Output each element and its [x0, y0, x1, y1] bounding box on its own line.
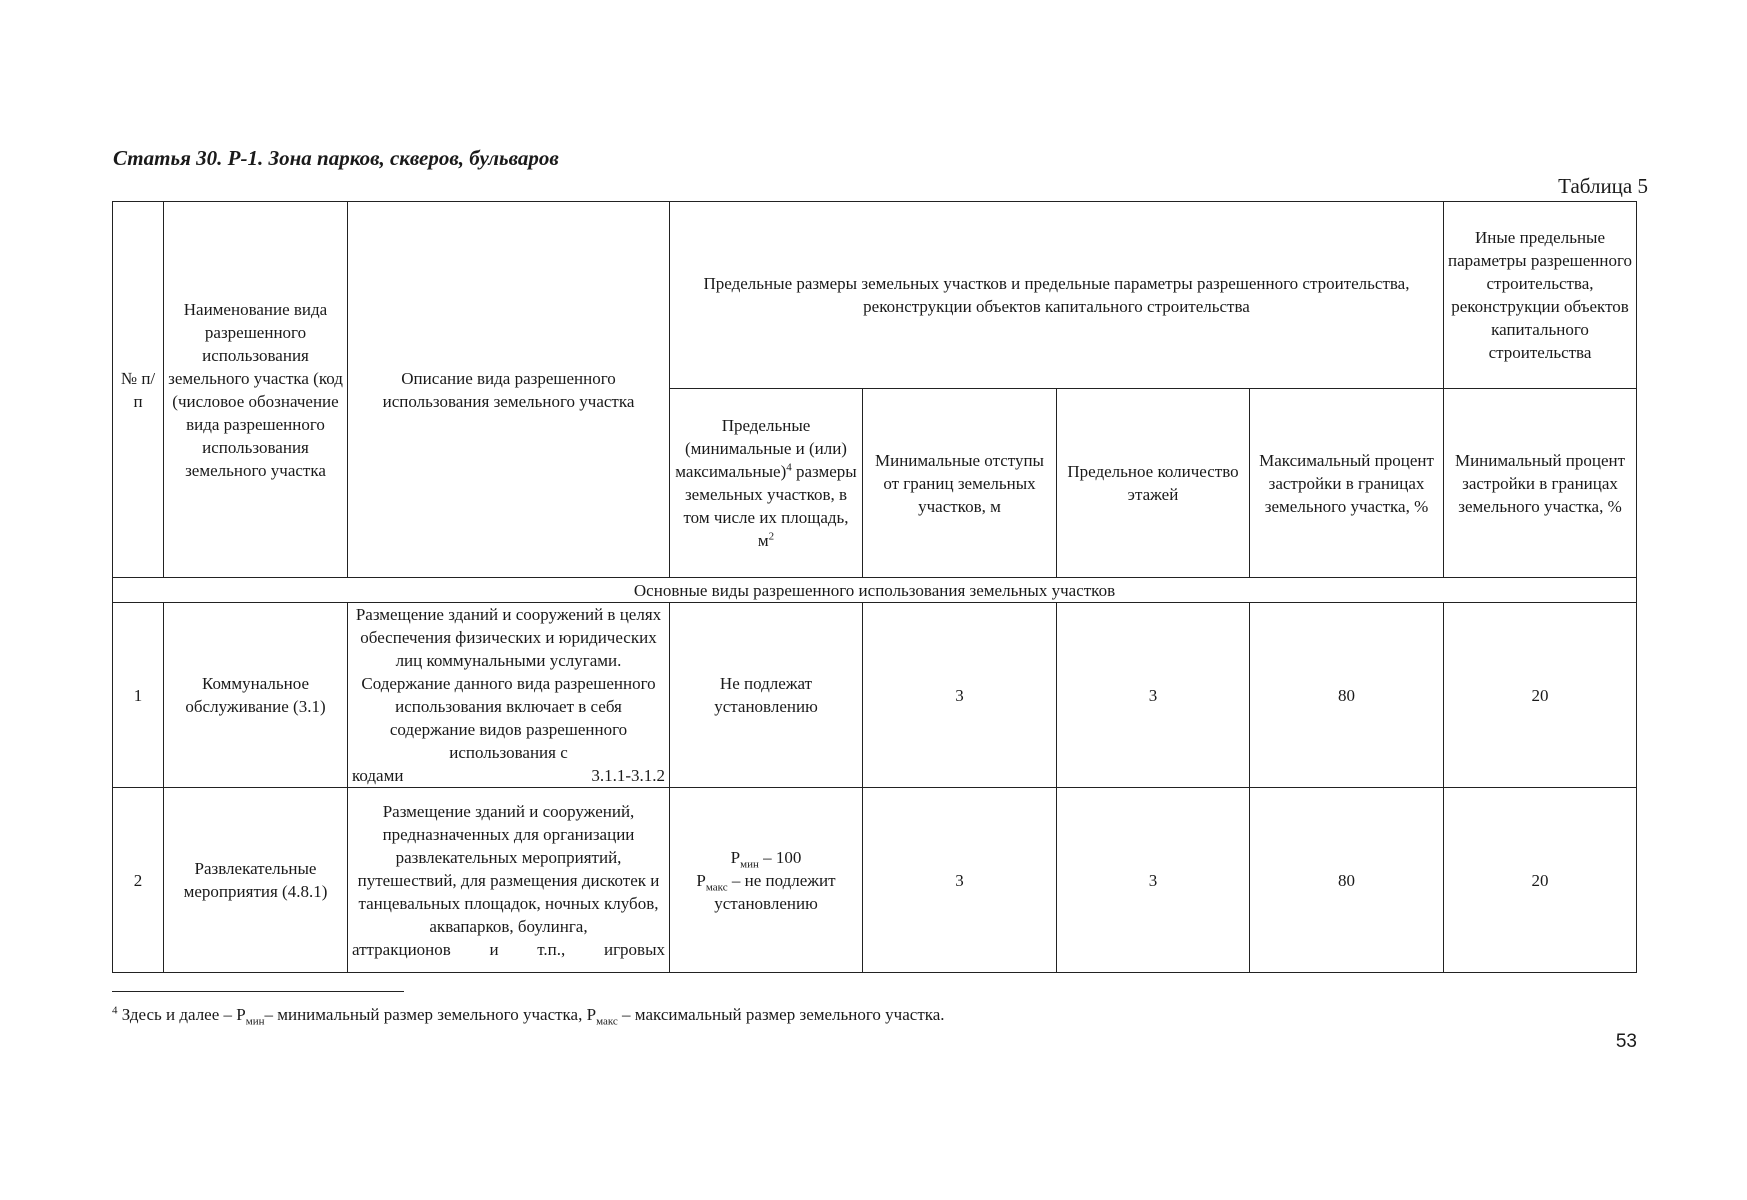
row-floors: 3: [1057, 788, 1250, 973]
footnote-text-3: – максимальный размер земельного участка.: [617, 1005, 945, 1024]
header-floors: Предельное количество этажей: [1057, 389, 1250, 578]
table-row: [113, 603, 1637, 788]
row-num: 2: [113, 788, 164, 973]
p-symbol: Р: [730, 847, 741, 867]
header-size-sup2: 2: [768, 530, 775, 543]
row-min-pct: 20: [1444, 788, 1637, 973]
header-limits-group: Предельные размеры земельных участков и предельные параметры разрешенного строительства, реконструкции объектов капитального строительства: [670, 202, 1444, 389]
page-number: 53: [1615, 1031, 1637, 1052]
row-size: [670, 788, 863, 973]
footnote-mark: 4: [112, 1004, 118, 1017]
header-row-1: [113, 202, 1637, 389]
row-floors: 3: [1057, 603, 1250, 788]
row-desc: [348, 788, 670, 973]
header-other-group: Иные предельные параметры разрешенного строительства, реконструкции объектов капитального строительства: [1444, 202, 1637, 389]
table-label: Таблица 5: [1558, 174, 1648, 198]
footnote-sub-2: макс: [596, 1015, 618, 1028]
row-setback: 3: [863, 603, 1057, 788]
row-desc-text: Размещение зданий и сооружений в целях обеспечения физических и юридических лиц коммунальными услугами. Содержание данного вида разрешенного использования включает в себя содержание видов разрешенного использования с: [355, 605, 662, 762]
p-max-value: – не подлежит установлению: [714, 870, 836, 913]
p-max-sub: макс: [705, 880, 728, 893]
row-name: Развлекательные мероприятия (4.8.1): [164, 788, 348, 973]
p-symbol: Р: [696, 870, 706, 890]
section-row: [113, 578, 1637, 603]
footnote-text-2: – минимальный размер земельного участка, Р: [264, 1005, 597, 1024]
row-max-pct: 80: [1250, 603, 1444, 788]
row-max-pct: 80: [1250, 788, 1444, 973]
zoning-table: [112, 201, 1637, 973]
row-size-max: [674, 869, 858, 915]
header-size-text2: размеры земельных участков, в том числе их площадь, м: [683, 462, 857, 550]
header-size-text: Предельные (минимальные и (или) максимальные): [675, 416, 847, 481]
row-num: 1: [113, 603, 164, 788]
row-name: Коммунальное обслуживание (3.1): [164, 603, 348, 788]
header-setback: Минимальные отступы от границ земельных участков, м: [863, 389, 1057, 578]
footnote-text-1: Здесь и далее – Р: [117, 1005, 246, 1024]
row-size: Не подлежат установлению: [670, 603, 863, 788]
row-desc: [348, 603, 670, 788]
row-desc-last: кодами 3.1.1-3.1.2: [352, 766, 665, 785]
footnote: [112, 1004, 945, 1028]
section-title: Основные виды разрешенного использования земельных участков: [113, 578, 1637, 603]
header-min-pct: Минимальный процент застройки в границах земельного участка, %: [1444, 389, 1637, 578]
row-setback: 3: [863, 788, 1057, 973]
row-desc-last: аттракционов и т.п., игровых: [352, 939, 665, 959]
p-min-sub: мин: [740, 857, 759, 870]
p-min-value: – 100: [758, 847, 802, 867]
header-size: [670, 389, 863, 578]
header-max-pct: Максимальный процент застройки в границах земельного участка, %: [1250, 389, 1444, 578]
footnote-sub-1: мин: [245, 1015, 265, 1028]
table-row: [113, 788, 1637, 973]
header-num: № п/п: [113, 202, 164, 578]
header-name: Наименование вида разрешенного использования земельного участка (код (числовое обозначение вида разрешенного использования земельного участка: [164, 202, 348, 578]
article-title: Статья 30. Р-1. Зона парков, скверов, бульваров: [113, 146, 559, 170]
row-min-pct: 20: [1444, 603, 1637, 788]
row-size-min: [674, 846, 858, 869]
header-desc: Описание вида разрешенного использования земельного участка: [348, 202, 670, 578]
footnote-divider: [112, 991, 404, 992]
header-size-sup: 4: [786, 461, 792, 474]
row-desc-text: Размещение зданий и сооружений, предназначенных для организации развлекательных мероприятий, путешествий, для размещения дискотек и танцевальных площадок, ночных клубов, аквапарков, боулинга,: [357, 801, 660, 936]
